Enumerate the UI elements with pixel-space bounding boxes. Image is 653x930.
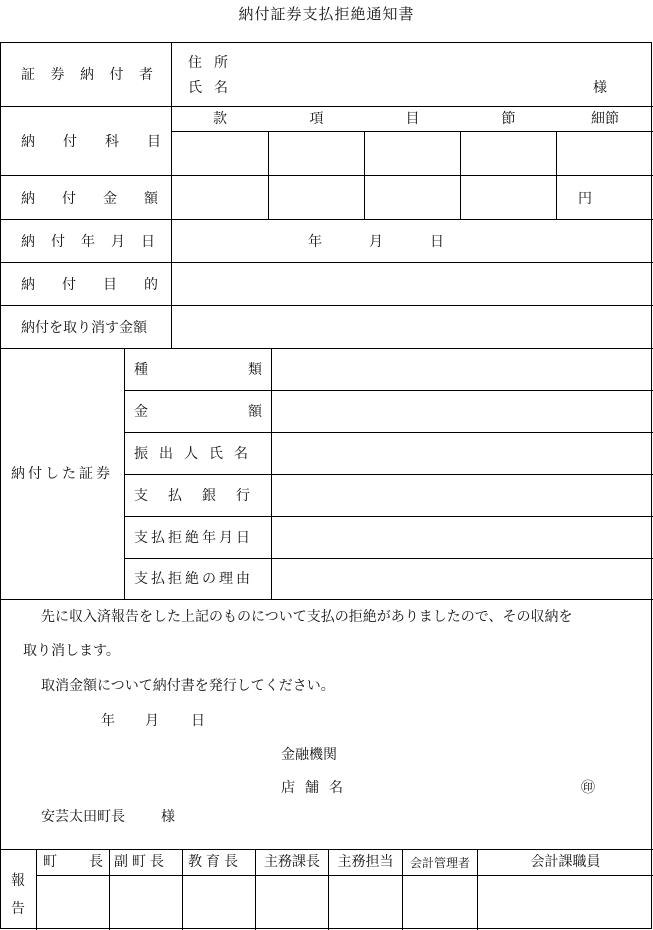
- date-label: 納付年月日: [21, 234, 171, 250]
- report-label: 報告: [11, 873, 25, 917]
- notice-line-1: 先に収入済報告をした上記のものについて支払の拒絶がありましたので、その収納を: [41, 609, 573, 625]
- subject-col-kou: 項: [309, 111, 324, 127]
- notice-line-2: 取り消します。: [23, 643, 120, 659]
- report-col-section-chief: 主務課長: [264, 854, 320, 870]
- cancel-amount-label: 納付を取り消す金額: [21, 320, 147, 336]
- institution-label: 金融機関: [281, 747, 337, 763]
- addressee-honorific: 様: [161, 809, 175, 825]
- payer-label: 証 券 納 付 者: [21, 67, 153, 83]
- report-col-deputy-mayor: 副町長: [114, 854, 168, 870]
- subject-col-saisetsu: 細節: [591, 111, 619, 127]
- notice-year: 年: [101, 713, 115, 729]
- date-day: 日: [430, 234, 444, 250]
- notice-day: 日: [191, 713, 205, 729]
- date-year: 年: [308, 234, 322, 250]
- amount-label: 納付金額: [21, 191, 185, 207]
- securities-label: 納付した証券: [11, 466, 113, 482]
- report-col-mayor: 町 長: [43, 854, 103, 870]
- seal-mark: ㊞: [581, 780, 595, 796]
- securities-row-amount: 金 額: [134, 404, 262, 420]
- form-title: 納付証券支払拒絶通知書: [238, 5, 415, 23]
- address-label: 住所: [188, 55, 240, 71]
- securities-row-type: 種 類: [134, 362, 262, 378]
- amount-unit: 円: [578, 191, 592, 207]
- payer-honorific: 様: [593, 80, 607, 96]
- report-col-staff-in-charge: 主務担当: [337, 854, 394, 870]
- name-label: 氏名: [188, 80, 240, 96]
- notice-month: 月: [145, 713, 159, 729]
- securities-row-drawer: 振出人氏名: [134, 446, 259, 462]
- addressee: 安芸太田町長: [41, 809, 125, 825]
- securities-row-bank: 支払銀行: [134, 488, 270, 504]
- subject-col-moku: 目: [405, 111, 420, 127]
- notice-form: [0, 42, 652, 929]
- securities-row-refusal-reason: 支払拒絶の理由: [134, 571, 253, 587]
- date-month: 月: [369, 234, 383, 250]
- branch-label: 店舗名: [281, 780, 353, 796]
- subject-col-setsu: 節: [501, 111, 516, 127]
- securities-row-refusal-date: 支払拒絶年月日: [134, 530, 253, 546]
- report-col-superintendent: 教育長: [188, 854, 242, 870]
- subject-label: 納付科目: [21, 134, 189, 150]
- purpose-label: 納付目的: [21, 277, 185, 293]
- report-col-accounting-manager: 会計管理者: [409, 856, 470, 870]
- notice-line-3: 取消金額について納付書を発行してください。: [41, 678, 335, 694]
- report-col-accounting-staff: 会計課職員: [530, 854, 601, 870]
- subject-col-kan: 款: [213, 111, 227, 127]
